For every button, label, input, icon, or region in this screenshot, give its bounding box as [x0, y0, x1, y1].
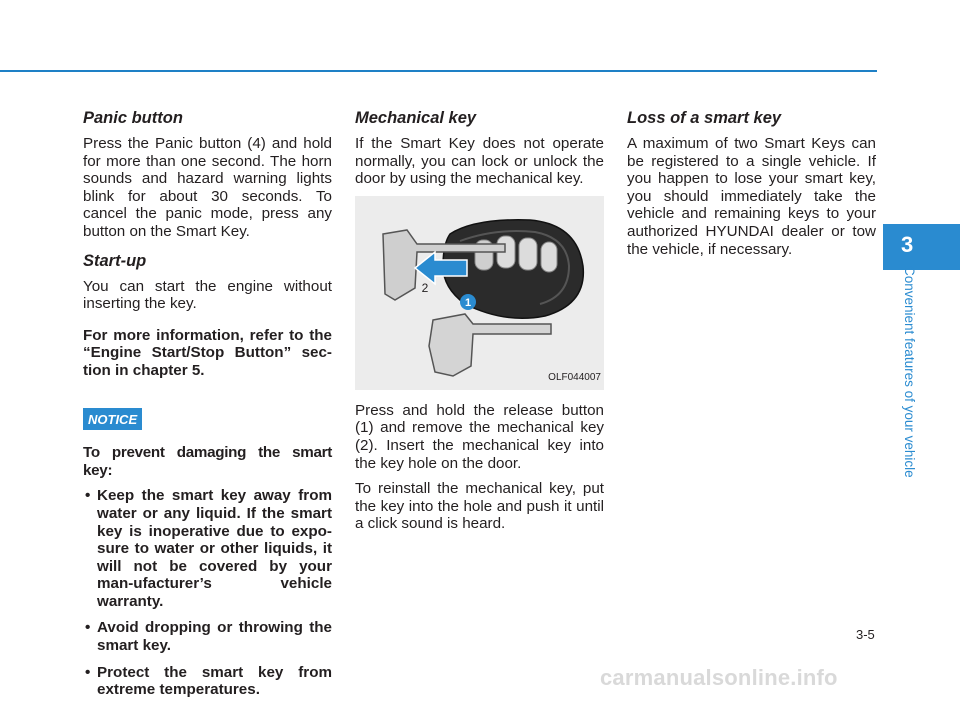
chapter-number: 3	[901, 232, 914, 257]
figure-caption: OLF044007	[548, 372, 601, 384]
figure-label-2: 2	[421, 280, 429, 295]
watermark: carmanualsonline.info	[600, 665, 838, 690]
notice-list	[83, 487, 332, 699]
smart-key-illustration	[355, 196, 604, 390]
mechanical-key-figure	[355, 196, 604, 390]
mechanical-key-intro: If the Smart Key does not operate normally, you can lock or unlock the door by using the mechanical key.	[355, 135, 604, 188]
chapter-side-label	[902, 266, 920, 496]
column-middle	[355, 108, 604, 541]
mechanical-key-step1: Press and hold the release button (1) and remove the mechanical key (2). Insert the mechanical key into the key hole on the door.	[355, 401, 604, 472]
loss-of-key-text: A maximum of two Smart Keys can be registered to a single vehicle. If you happen to lose your smart key, you should immediately take the vehicle and remaining keys to your authorized HYUNDAI dealer or tow the vehicle, if necessary.	[627, 135, 876, 258]
notice-item: • Keep the smart key away from water or any liquid. If the smart key is inoperative due to expo-sure to water or other liquids, it will not be covered by your man-ufacturer’s vehicle warranty.	[83, 487, 332, 610]
startup-text: You can start the engine without inserting the key.	[83, 277, 332, 313]
chapter-tab	[883, 224, 960, 270]
notice-item: • Protect the smart key from extreme temperatures.	[83, 664, 332, 699]
panic-button-heading: Panic button	[83, 109, 183, 127]
notice-intro: To prevent damaging the smart key:	[83, 444, 332, 479]
page-number: 3-5	[856, 627, 875, 642]
chapter-title: Convenient features of your vehicle	[902, 266, 917, 478]
startup-reference: For more information, refer to the “Engine Start/Stop Button” sec-tion in chapter 5.	[83, 326, 332, 379]
notice-badge: NOTICE	[83, 408, 142, 431]
header-rule	[0, 70, 877, 72]
notice-item: • Avoid dropping or throwing the smart key.	[83, 619, 332, 654]
mechanical-key-heading: Mechanical key	[355, 109, 477, 127]
loss-of-key-heading: Loss of a smart key	[627, 109, 782, 127]
column-left	[83, 108, 332, 708]
panic-button-text: Press the Panic button (4) and hold for more than one second. The horn sounds and hazard warning lights blink for about 30 seconds. To cancel the panic mode, press any button on the Smart Key.	[83, 135, 332, 240]
figure-label-1: 1	[464, 296, 472, 309]
column-right	[627, 108, 876, 266]
startup-heading: Start-up	[83, 251, 147, 270]
mechanical-key-step2: To reinstall the mechanical key, put the key into the hole and push it until a click sound is heard.	[355, 480, 604, 533]
